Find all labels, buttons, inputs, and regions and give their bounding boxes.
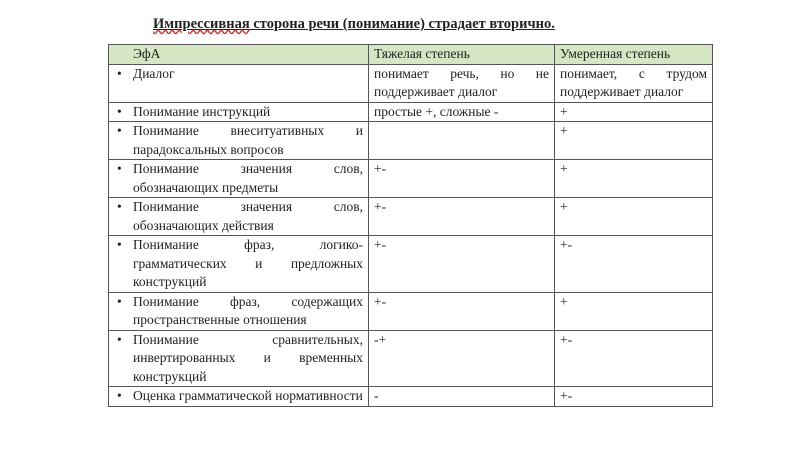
bullet-icon: • [117,65,122,81]
table-row [109,387,713,407]
header-efa: ЭфА [109,45,369,65]
table-row [109,64,713,102]
row-label-cell [109,330,369,387]
row-label-cell [109,160,369,198]
bullet-icon: • [117,331,122,347]
bullet-icon: • [117,199,122,214]
severe-cell: простые +, сложные - [369,102,555,122]
moderate-cell: +- [555,236,713,293]
severe-cell: +- [369,160,555,198]
row-label: Понимание фраз, логико-грамматических и предложных конструкций [133,237,363,289]
row-label: Понимание фраз, содержащих пространственные отношения [133,293,363,327]
row-label-cell [109,122,369,160]
document-title: Импрессивная сторона речи (понимание) страдает вторично. [153,16,555,32]
bullet-icon: • [117,161,122,176]
table-row [109,160,713,198]
moderate-cell: +- [555,387,713,407]
moderate-cell: + [555,160,713,198]
bullet-icon: • [117,237,122,252]
severe-cell: +- [369,198,555,236]
table-row [109,292,713,330]
table-row [109,122,713,160]
bullet-icon: • [117,388,122,403]
severe-cell: - [369,387,555,407]
header-severe: Тяжелая степень [369,45,555,65]
row-label-cell [109,236,369,293]
row-label: Понимание внеситуативных и парадоксальных вопросов [133,123,363,157]
moderate-cell: + [555,102,713,122]
row-label: Оценка грамматической нормативности [133,388,363,403]
row-label-cell [109,292,369,330]
moderate-cell: понимает, с трудом поддерживает диалог [555,64,713,102]
moderate-cell: + [555,122,713,160]
moderate-cell: + [555,292,713,330]
row-label: Понимание значения слов, обозначающих предметы [133,161,363,195]
severe-cell: понимает речь, но не поддерживает диалог [369,64,555,102]
row-label: Понимание инструкций [133,103,271,119]
row-label: Понимание сравнительных, инвертированных и временных конструкций [133,331,363,384]
header-moderate: Умеренная степень [555,45,713,65]
table-header [109,45,713,65]
bullet-icon: • [117,293,122,309]
moderate-cell: + [555,198,713,236]
table-row [109,330,713,387]
row-label-cell [109,64,369,102]
severe-cell [369,122,555,160]
severe-cell: +- [369,236,555,293]
severe-cell: +- [369,292,555,330]
row-label: Понимание значения слов, обозначающих действия [133,199,363,233]
comparison-table [108,44,713,407]
severe-cell: -+ [369,330,555,387]
bullet-icon: • [117,123,122,138]
row-label-cell [109,102,369,122]
table-row [109,102,713,122]
table-row [109,236,713,293]
row-label: Диалог [133,65,175,81]
row-label-cell [109,387,369,407]
table-row [109,198,713,236]
row-label-cell [109,198,369,236]
moderate-cell: +- [555,330,713,387]
bullet-icon: • [117,103,122,119]
